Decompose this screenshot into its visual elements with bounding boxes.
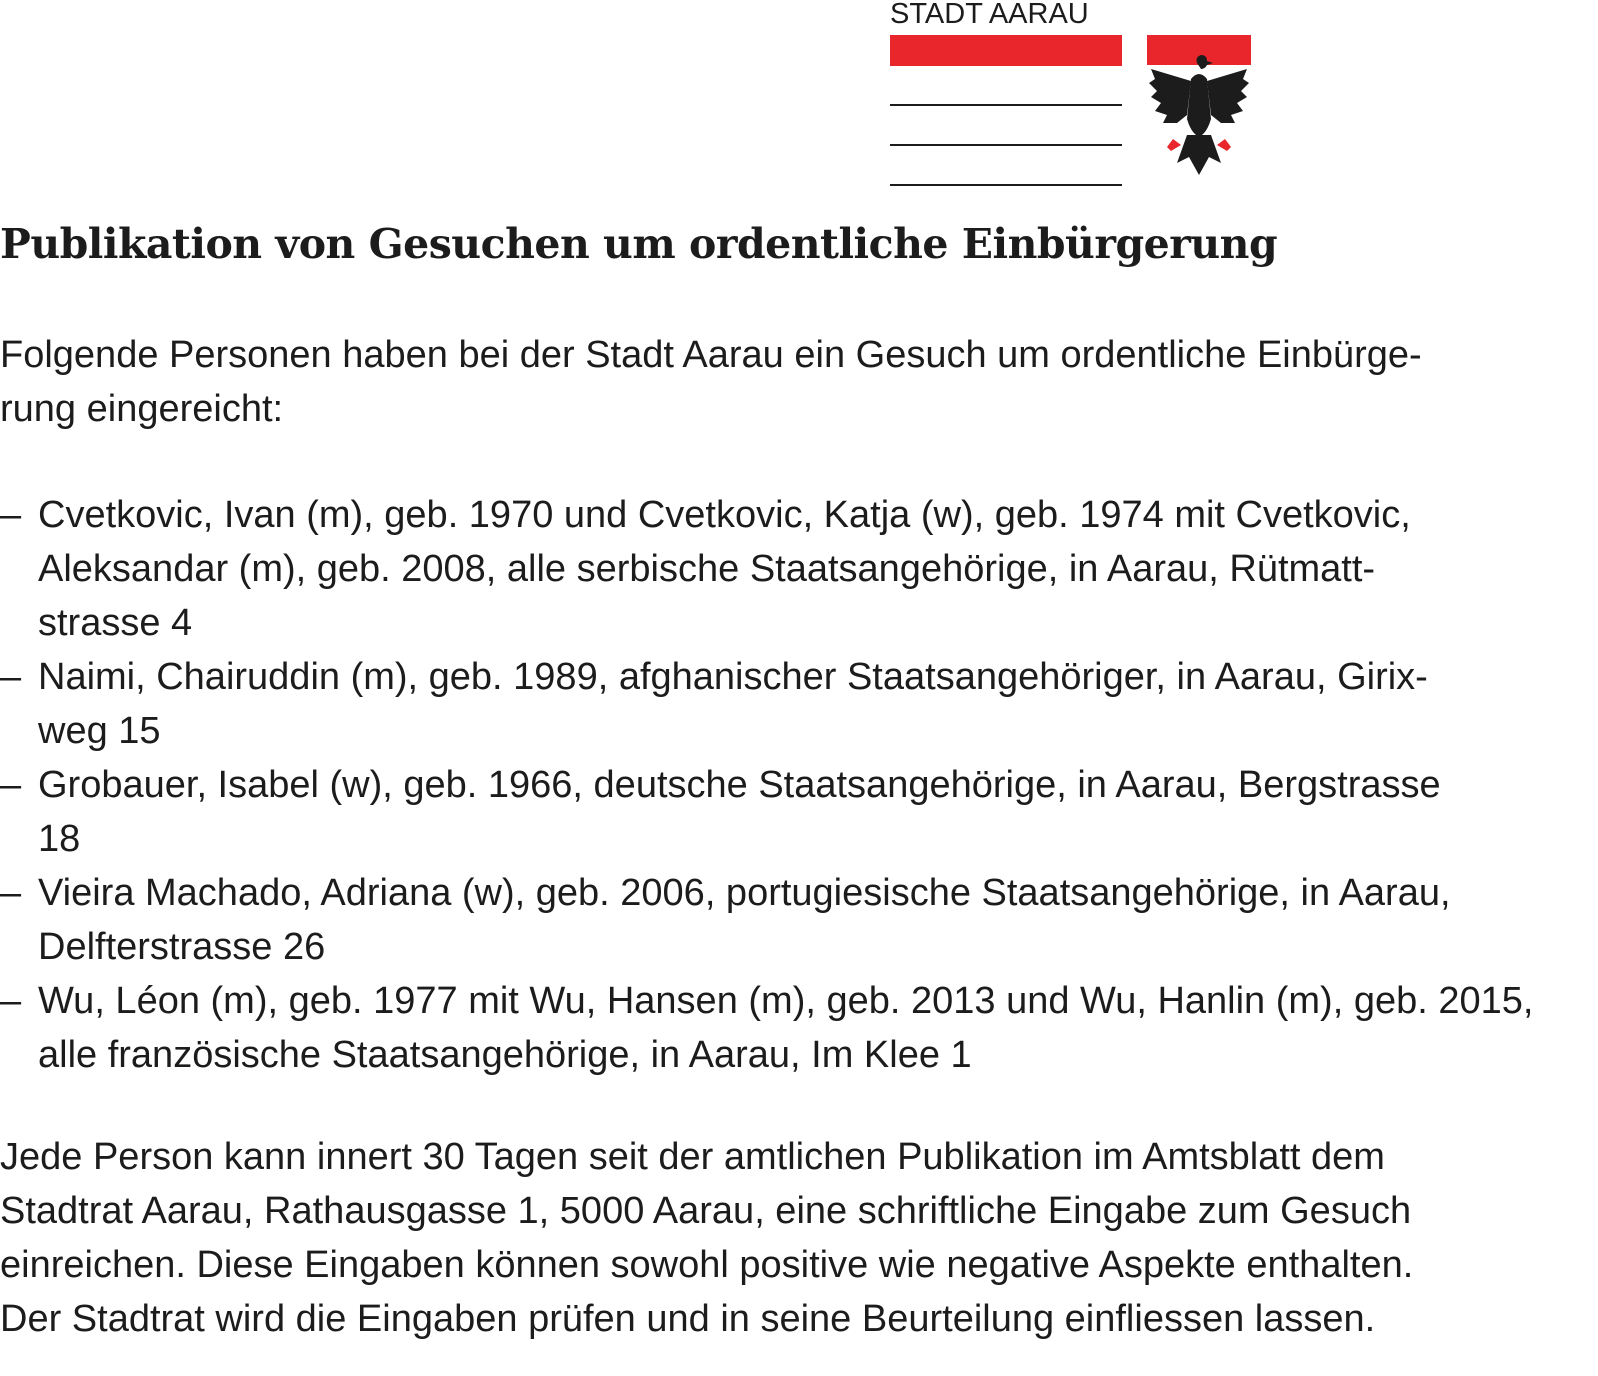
page-title: Publikation von Gesuchen um ordentliche Einbürgerung [0, 220, 1278, 268]
entry-line: alle französische Staatsangehörige, in Aarau, Im Klee 1 [38, 1034, 972, 1076]
outro-line: Jede Person kann innert 30 Tagen seit der amtlichen Publikation im Amtsblatt dem [0, 1136, 1385, 1178]
entry-line: Naimi, Chairuddin (m), geb. 1989, afghanischer Staatsangehöriger, in Aarau, Girix- [38, 656, 1428, 698]
entry-line: 18 [38, 818, 81, 860]
list-item [0, 758, 1598, 866]
outro-line: Der Stadtrat wird die Eingaben prüfen und in seine Beurteilung einfliessen lassen. [0, 1298, 1376, 1340]
entry-line: Grobauer, Isabel (w), geb. 1966, deutsche Staatsangehörige, in Aarau, Bergstrasse [38, 764, 1441, 806]
intro-paragraph [0, 328, 1598, 436]
entry-line: Delfterstrasse 26 [38, 926, 326, 968]
list-dash: – [0, 980, 22, 1022]
intro-line: rung eingereicht: [0, 388, 284, 430]
entry-line: Aleksandar (m), geb. 2008, alle serbische Staatsangehörige, in Aarau, Rütmatt- [38, 548, 1376, 590]
list-item [0, 866, 1598, 974]
logo-red-bar [890, 35, 1122, 66]
list-item [0, 488, 1598, 650]
stadt-aarau-logo [890, 0, 1260, 190]
entry-line: Wu, Léon (m), geb. 1977 mit Wu, Hansen (m), geb. 2013 und Wu, Hanlin (m), geb. 2015, [38, 980, 1534, 1022]
entry-line: Cvetkovic, Ivan (m), geb. 1970 und Cvetkovic, Katja (w), geb. 1974 mit Cvetkovic, [38, 494, 1411, 536]
list-dash: – [0, 872, 22, 914]
list-item [0, 974, 1598, 1082]
eagle-coat-of-arms-icon [1147, 35, 1251, 185]
list-dash: – [0, 494, 22, 536]
intro-line: Folgende Personen haben bei der Stadt Aarau ein Gesuch um ordentliche Einbürge- [0, 334, 1422, 376]
logo-line [890, 144, 1122, 146]
list-dash: – [0, 764, 22, 806]
entry-line: strasse 4 [38, 602, 193, 644]
logo-line [890, 184, 1122, 186]
logo-line [890, 104, 1122, 106]
outro-paragraph [0, 1130, 1598, 1346]
entry-line: weg 15 [38, 710, 161, 752]
list-item [0, 650, 1598, 758]
logo-wordmark: STADT AARAU [890, 0, 1089, 30]
outro-line: Stadtrat Aarau, Rathausgasse 1, 5000 Aarau, eine schriftliche Eingabe zum Gesuch [0, 1190, 1412, 1232]
list-dash: – [0, 656, 22, 698]
entry-line: Vieira Machado, Adriana (w), geb. 2006, portugiesische Staatsangehörige, in Aarau, [38, 872, 1451, 914]
outro-line: einreichen. Diese Eingaben können sowohl positive wie negative Aspekte enthalten. [0, 1244, 1414, 1286]
applicant-list [0, 488, 1598, 1082]
